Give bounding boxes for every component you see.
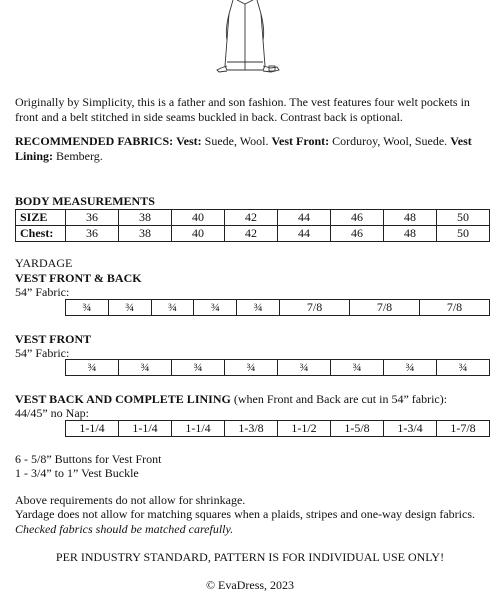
yardage-cell: 1-1/4 xyxy=(66,421,119,437)
vest-front-fabrics: Corduroy, Wool, Suede. xyxy=(332,134,448,148)
recommended-fabrics xyxy=(15,134,490,163)
yardage-cell: 1-1/4 xyxy=(172,421,225,437)
yardage-title: YARDAGE xyxy=(15,256,73,270)
vest-lining-fabrics: Bemberg. xyxy=(56,148,103,163)
size-cell: 38 xyxy=(119,210,172,226)
vest-front-title: VEST FRONT xyxy=(15,332,92,346)
yardage-cell: ¾ xyxy=(278,360,331,376)
yardage-cell: ¾ xyxy=(194,300,237,316)
copyright: © EvaDress, 2023 xyxy=(205,578,295,592)
back-lining-title: VEST BACK AND COMPLETE LINING xyxy=(15,392,231,406)
body-measurements-title: BODY MEASUREMENTS xyxy=(15,194,155,208)
back-lining-yardage-table xyxy=(65,420,490,437)
front-back-fabric: 54” Fabric: xyxy=(15,285,70,299)
yardage-cell: ¾ xyxy=(384,360,437,376)
yardage-cell: ¾ xyxy=(151,300,194,316)
size-cell: 42 xyxy=(225,210,278,226)
vest-front-yardage-table xyxy=(65,359,490,376)
vest-lining-label: Vest Lining: xyxy=(15,134,472,163)
yardage-cell: 1-1/4 xyxy=(119,421,172,437)
size-cell: 36 xyxy=(66,210,119,226)
size-cell: 50 xyxy=(437,210,490,226)
back-lining-row xyxy=(66,421,490,437)
back-lining-heading xyxy=(15,392,447,407)
size-cell: 44 xyxy=(278,210,331,226)
front-back-yardage-table xyxy=(65,299,490,316)
buckle-notion: 1 - 3/4” to 1” Vest Buckle xyxy=(15,466,139,480)
yardage-cell: 1-7/8 xyxy=(437,421,490,437)
yardage-cell: ¾ xyxy=(66,360,119,376)
back-lining-fabric: 44/45” no Nap: xyxy=(15,406,89,420)
chest-cell: 40 xyxy=(172,226,225,242)
vest-front-label: Vest Front: xyxy=(271,134,330,148)
vest-fabrics: Suede, Wool. xyxy=(204,134,269,148)
vest-front-row xyxy=(66,360,490,376)
front-back-title: VEST FRONT & BACK xyxy=(15,271,142,285)
chest-row xyxy=(16,226,490,242)
chest-cell: 48 xyxy=(384,226,437,242)
size-cell: 40 xyxy=(172,210,225,226)
yardage-cell: ¾ xyxy=(119,360,172,376)
yardage-cell: ¾ xyxy=(225,360,278,376)
yardage-cell: 7/8 xyxy=(280,300,350,316)
chest-cell: 36 xyxy=(66,226,119,242)
intro-paragraph: Originally by Simplicity, this is a father and son fashion. The vest features four welt pockets in front and a belt stitched in side seams buckled in back. Contrast back is optional. xyxy=(15,95,470,124)
size-row xyxy=(16,210,490,226)
yardage-cell: 7/8 xyxy=(420,300,490,316)
shrinkage-note: Above requirements do not allow for shrinkage. xyxy=(15,493,246,507)
chest-cell: 38 xyxy=(119,226,172,242)
fabrics-heading: RECOMMENDED FABRICS: xyxy=(15,134,174,148)
yardage-cell: 1-3/4 xyxy=(384,421,437,437)
chest-cell: 44 xyxy=(278,226,331,242)
vest-back-illustration xyxy=(205,0,285,82)
yardage-cell: ¾ xyxy=(331,360,384,376)
chest-label: Chest: xyxy=(16,226,66,242)
checked-fabrics-note: Checked fabrics should be matched carefully. xyxy=(15,521,234,536)
chest-cell: 42 xyxy=(225,226,278,242)
yardage-cell: ¾ xyxy=(437,360,490,376)
yardage-cell: 1-1/2 xyxy=(278,421,331,437)
back-lining-note: (when Front and Back are cut in 54” fabric): xyxy=(233,392,448,406)
yardage-cell: ¾ xyxy=(172,360,225,376)
matching-text: Yardage does not allow for matching squares when a plaids, stripes and one-way design fabrics. xyxy=(15,507,475,521)
yardage-cell: ¾ xyxy=(237,300,280,316)
industry-standard-notice: PER INDUSTRY STANDARD, PATTERN IS FOR INDIVIDUAL USE ONLY! xyxy=(55,550,445,564)
chest-cell: 46 xyxy=(331,226,384,242)
buttons-notion: 6 - 5/8” Buttons for Vest Front xyxy=(15,452,162,466)
vest-front-fabric: 54” Fabric: xyxy=(15,346,70,360)
yardage-cell: 1-3/8 xyxy=(225,421,278,437)
vest-label: Vest: xyxy=(176,134,202,148)
body-measurements-table xyxy=(15,209,490,242)
chest-cell: 50 xyxy=(437,226,490,242)
front-back-row xyxy=(66,300,490,316)
size-label: SIZE xyxy=(16,210,66,226)
yardage-cell: 1-5/8 xyxy=(331,421,384,437)
yardage-cell: ¾ xyxy=(66,300,109,316)
size-cell: 46 xyxy=(331,210,384,226)
yardage-cell: 7/8 xyxy=(350,300,420,316)
size-cell: 48 xyxy=(384,210,437,226)
yardage-cell: ¾ xyxy=(108,300,151,316)
matching-note xyxy=(15,507,490,536)
